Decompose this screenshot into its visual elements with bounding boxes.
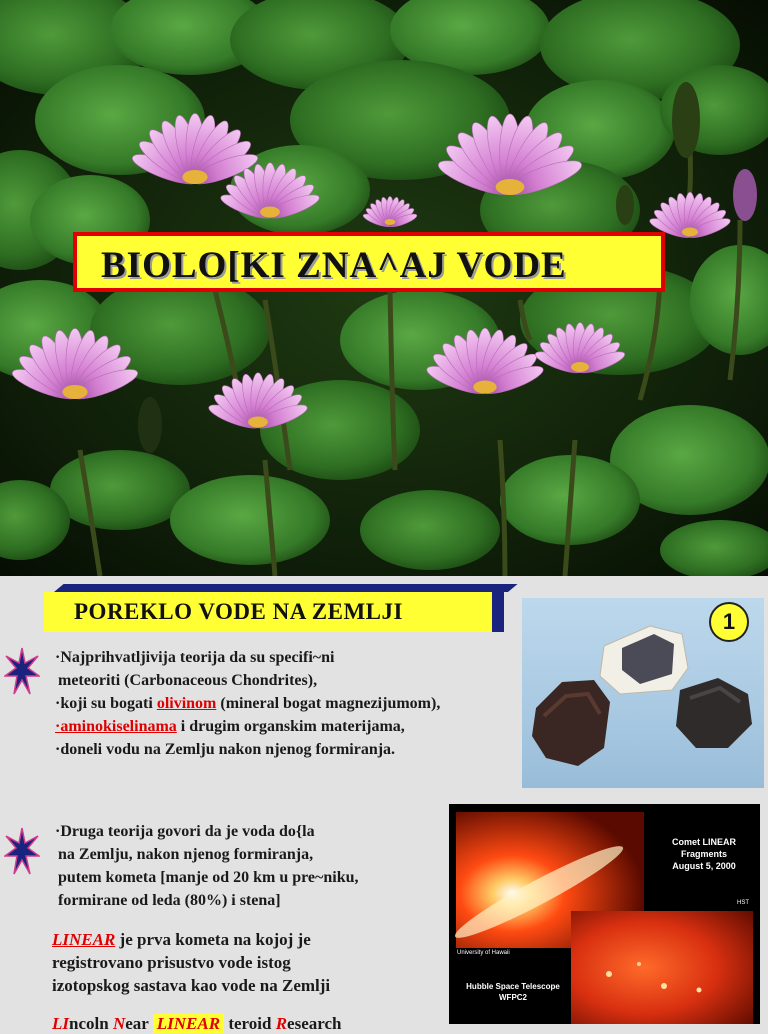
university-label: University of Hawaii (457, 950, 510, 956)
star-bullet-icon (4, 646, 40, 696)
hst-label: HST (737, 900, 749, 906)
slide-body (0, 576, 768, 1033)
section-header-bar (44, 592, 492, 632)
slide-title-box (73, 232, 665, 292)
meteorite-photo (522, 598, 764, 788)
paragraph-linear: LINEAR je prva kometa na kojoj je registrovano prisustvo vode istog izotopskog sastava kao vode na Zemlji (52, 930, 331, 995)
slide-title: BIOLO[KI ZNA^AJ VODE (101, 245, 567, 286)
lily-flower (362, 196, 418, 229)
paragraph-meteorites: ·Najprihvatljivija teorija da su specifi~ni meteoriti (Carbonaceous Chondrites), ·koji su bogati olivinom (mineral bogat magnezijumom), ·aminokiselinama i drugim organskim materijama, ·doneli vodu na Zemlju nakon njenog formiranja. (55, 649, 441, 758)
star-bullet-icon (4, 826, 40, 876)
slide-number-badge: 1 (709, 602, 749, 642)
cut-off-footnote: LIncoln Near LINEAR teroid Research (52, 1014, 342, 1033)
paragraph-comets: ·Druga teorija govori da je voda do{la na Zemlju, nakon njenog formiranja, putem kometa [manje od 20 km u pre~niku, formirane od leda (80%) i stena] (55, 823, 359, 909)
comet-linear-photo (449, 804, 760, 1024)
hubble-label: Hubble Space Telescope WFPC2 (466, 982, 560, 1002)
section-title: POREKLO VODE NA ZEMLJI (74, 599, 403, 624)
comet-label: Comet LINEAR Fragments August 5, 2000 (671, 837, 736, 871)
